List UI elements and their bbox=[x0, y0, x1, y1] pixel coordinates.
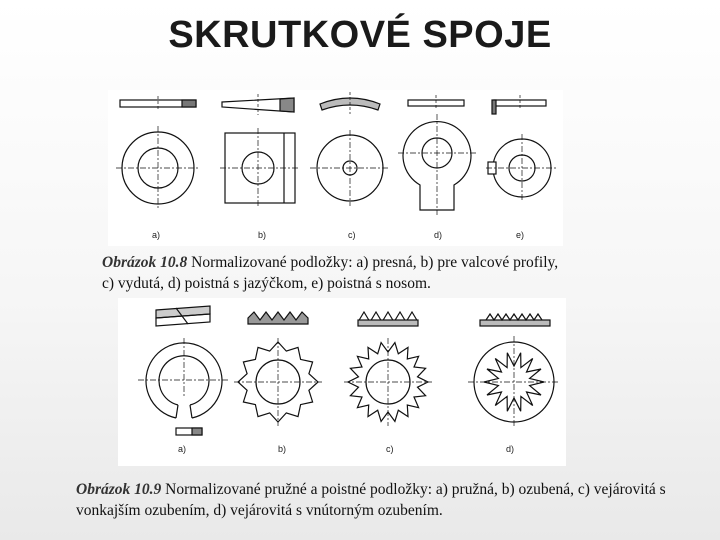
fig2-label-c: c) bbox=[386, 444, 394, 454]
washers-figure bbox=[108, 90, 563, 246]
spring-washers-figure bbox=[118, 298, 566, 466]
figure2-caption-label: Obrázok 10.9 bbox=[76, 481, 162, 498]
fig1-label-c: c) bbox=[348, 230, 356, 240]
fig2-label-b: b) bbox=[278, 444, 287, 454]
washer-d-top bbox=[398, 114, 476, 215]
figure1-caption-label: Obrázok 10.8 bbox=[102, 254, 188, 271]
fig1-label-e: e) bbox=[516, 230, 525, 240]
washer-2b-top bbox=[234, 338, 322, 426]
washer-a-side bbox=[120, 96, 196, 111]
spring-washers-drawing bbox=[118, 298, 566, 466]
fig1-label-d: d) bbox=[434, 230, 443, 240]
washer-2d-side bbox=[480, 314, 550, 326]
washer-e-top bbox=[486, 134, 558, 202]
fig1-label-a: a) bbox=[152, 230, 161, 240]
washers-drawing bbox=[108, 90, 563, 246]
washer-2c-top bbox=[344, 338, 432, 426]
washer-d-side bbox=[408, 95, 464, 110]
washer-2b-side bbox=[248, 312, 308, 324]
fig2-label-a: a) bbox=[178, 444, 187, 454]
washer-2d-top bbox=[468, 336, 560, 428]
figure2-caption-text: Normalizované pružné a poistné podložky: a) pružná, b) ozubená, c) vejárovitá s vonkajším ozubením, d) vejárovitá s vnútorným ozubením. bbox=[76, 481, 666, 519]
figure2-caption bbox=[76, 479, 686, 521]
washer-e-side bbox=[492, 95, 546, 114]
fig1-label-b: b) bbox=[258, 230, 267, 240]
washer-2a-top bbox=[138, 338, 228, 435]
figure1-caption bbox=[102, 252, 572, 294]
washer-2a-side bbox=[156, 306, 210, 326]
washer-a-top bbox=[116, 126, 200, 210]
washer-c-side bbox=[320, 92, 380, 114]
washer-b-side bbox=[222, 94, 294, 115]
slide-title: SKRUTKOVÉ SPOJE bbox=[168, 14, 552, 56]
fig2-label-d: d) bbox=[506, 444, 515, 454]
washer-2c-side bbox=[358, 312, 418, 326]
washer-c-top bbox=[310, 130, 390, 206]
figure1-caption-text: Normalizované podložky: a) presná, b) pre valcové profily, c) vydutá, d) poistná s jazýčkom, e) poistná s nosom. bbox=[102, 254, 559, 292]
washer-b-top bbox=[220, 128, 300, 208]
